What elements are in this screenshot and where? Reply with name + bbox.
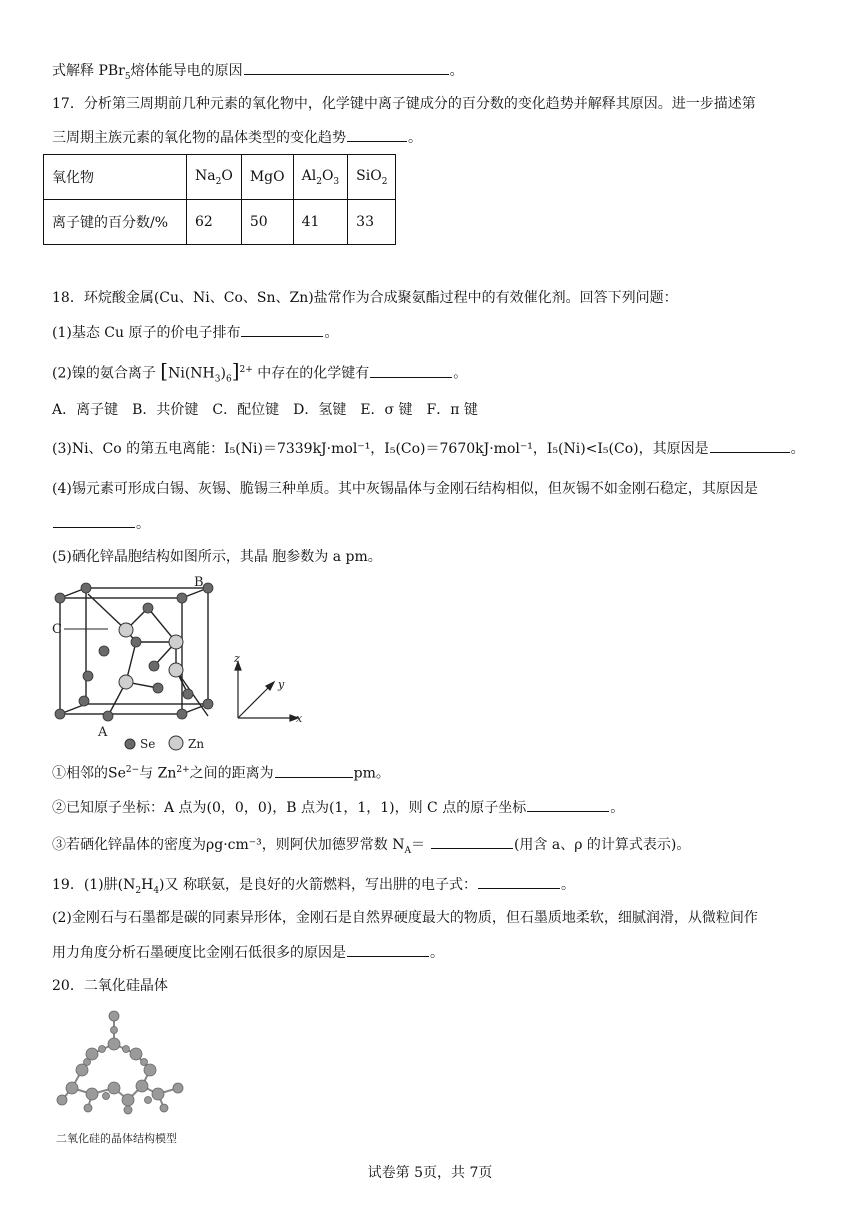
q18-p1 — [52, 322, 338, 343]
sio2-atoms — [57, 1011, 183, 1114]
q19-p1-post: )又 称联氨，是良好的火箭燃料，写出肼的电子式： — [159, 877, 477, 893]
q17-end: 。 — [408, 130, 422, 146]
q16-end: 。 — [449, 63, 464, 79]
q19-p1 — [52, 874, 575, 901]
q18-p4-end: 。 — [136, 516, 150, 532]
point-b-label: B — [194, 576, 204, 590]
q16-text: 式解释 PBr — [52, 63, 125, 79]
x-label: x — [296, 712, 303, 725]
ion-close: ) — [220, 365, 226, 382]
table-cell-label: 氧化物 — [44, 155, 187, 200]
q18-p2 — [52, 360, 467, 389]
zn-charge: 2+ — [176, 765, 190, 775]
axes — [235, 662, 298, 721]
point-a-label: A — [98, 725, 108, 740]
table-row — [44, 200, 396, 245]
q18-p4: (4)锡元素可形成白锡、灰锡、脆锡三种单质。其中灰锡晶体与金刚石结构相似，但灰锡不如金刚石稳定，其原因是 — [52, 481, 758, 497]
table-cell: MgO — [241, 155, 293, 200]
answer-blank[interactable] — [275, 763, 353, 778]
table-cell: $Na_2O$ — [187, 155, 242, 200]
q18-s1-end: pm。 — [353, 765, 390, 782]
ion-sub2: 6 — [225, 374, 232, 385]
q18-s1-mid: 与 Zn — [139, 765, 177, 782]
zn-legend-label: Zn — [188, 737, 205, 751]
se-legend-label: Se — [140, 737, 156, 751]
sio2-caption: 二氧化硅的晶体结构模型 — [56, 1132, 177, 1145]
q19-p2b — [52, 942, 444, 963]
bracket-right: ] — [231, 358, 240, 383]
table-cell-label: 离子键的百分数/% — [44, 200, 187, 245]
na-sub: A — [404, 845, 411, 856]
q18-s1-text: ①相邻的Se — [52, 765, 126, 782]
se-charge: 2− — [125, 765, 140, 775]
q19-p2a: (2)金刚石与石墨都是碳的同素异形体，金刚石是自然界硬度最大的物质，但石墨质地柔软，细腻润滑，从微粒间作 — [52, 910, 758, 926]
q18-s3 — [52, 834, 690, 861]
q17-line2-text: 三周期主族元素的氧化物的晶体类型的变化趋势 — [52, 130, 346, 146]
q19-p2b-text: 用力角度分析石墨硬度比金刚石低很多的原因是 — [52, 945, 346, 961]
q18-s3-eq: ＝ — [410, 837, 425, 853]
q18-p3 — [52, 438, 805, 459]
q18-p2-text: (2)镍的氨合离子 — [52, 365, 156, 382]
table-cell: 41 — [293, 200, 348, 245]
table-row — [44, 155, 396, 200]
page-footer: 试卷第 5页，共 7页 — [367, 1165, 493, 1181]
y-label: y — [278, 678, 285, 691]
q19-p1-text: 19．(1)肼(N — [52, 877, 136, 893]
q18-p5: (5)硒化锌晶胞结构如图所示，其晶 胞参数为 a pm。 — [52, 549, 382, 565]
q18-s1-post: 之间的距离为 — [189, 765, 274, 782]
sio2-structure-figure — [52, 1008, 202, 1148]
table-cell: 33 — [348, 200, 396, 245]
ion-sub: 3 — [214, 374, 221, 385]
znse-unit-cell-figure — [48, 576, 310, 752]
q18-s2-end: 。 — [610, 800, 625, 816]
q18-s1 — [52, 760, 390, 784]
q16-sub: 5 — [124, 71, 131, 82]
q18-p4b — [52, 513, 150, 534]
answer-blank[interactable] — [244, 60, 449, 75]
q18-s2 — [52, 797, 624, 818]
ion-charge: 2+ — [239, 365, 253, 375]
table-cell: SiO$_2$ — [348, 155, 396, 200]
q17-line2 — [52, 127, 422, 148]
ion-formula: Ni(NH — [168, 365, 215, 382]
q18-p1-end: 。 — [324, 325, 339, 341]
table-cell: $Al_2O_3$ — [293, 155, 348, 200]
q18-s3-post: (用含 a、ρ 的计算式表示)。 — [513, 837, 691, 853]
table-cell: 50 — [241, 200, 293, 245]
q18-options: A．离子键 B．共价键 C．配位键 D．氢键 E．σ 键 F．π 键 — [52, 402, 478, 418]
table-cell: 62 — [187, 200, 242, 245]
zn-atoms — [119, 623, 183, 689]
answer-blank[interactable] — [478, 874, 560, 889]
answer-blank[interactable] — [347, 942, 429, 957]
q18-s2-text: ②已知原子坐标：A 点为(0，0，0)，B 点为(1，1，1)，则 C 点的原子坐标 — [52, 800, 527, 816]
q16-tail-line — [52, 60, 464, 87]
answer-blank[interactable] — [241, 322, 323, 337]
q19-p1-end: 。 — [560, 877, 575, 893]
oxide-table — [43, 154, 396, 245]
answer-blank[interactable] — [53, 513, 135, 528]
q18-p3-text: (3)Ni、Co 的第五电离能：I₅(Ni)＝7339kJ·mol⁻¹，I₅(Co)＝7670kJ·mol⁻¹，I₅(Ni)<I₅(Co)，其原因是 — [52, 441, 709, 457]
point-c-label: C — [52, 622, 62, 637]
q18-p2-text2: 中存在的化学键有 — [257, 365, 370, 382]
q18-p1-text: (1)基态 Cu 原子的价电子排布 — [52, 325, 241, 341]
z-label: z — [234, 652, 240, 665]
h-text: H — [141, 877, 154, 893]
q20-title: 20．二氧化硅晶体 — [52, 978, 168, 994]
n-sub: 2 — [135, 885, 142, 896]
q16-text-2: 熔体能导电的原因 — [130, 63, 243, 79]
se-legend-icon — [125, 739, 135, 749]
q18-s3-text: ③若硒化锌晶体的密度为ρg·cm⁻³，则阿伏加德罗常数 N — [52, 837, 405, 853]
q18-intro: 18．环烷酸金属(Cu、Ni、Co、Sn、Zn)盐常作为合成聚氨酯过程中的有效催化剂。回答下列问题： — [52, 290, 678, 306]
q17-line1: 17．分析第三周期前几种元素的氧化物中，化学键中离子键成分的百分数的变化趋势并解释其原因。进一步描述第 — [52, 96, 756, 112]
q18-p3-end: 。 — [790, 441, 805, 457]
zn-legend-icon — [169, 736, 183, 750]
answer-blank[interactable] — [527, 797, 609, 812]
answer-blank[interactable] — [370, 363, 452, 378]
h-sub: 4 — [153, 885, 160, 896]
answer-blank[interactable] — [710, 438, 790, 453]
bracket-left: [ — [160, 358, 169, 383]
answer-blank[interactable] — [347, 127, 407, 142]
answer-blank[interactable] — [431, 834, 513, 849]
q18-p2-end: 。 — [453, 365, 468, 382]
q19-p2-end: 。 — [430, 945, 444, 961]
